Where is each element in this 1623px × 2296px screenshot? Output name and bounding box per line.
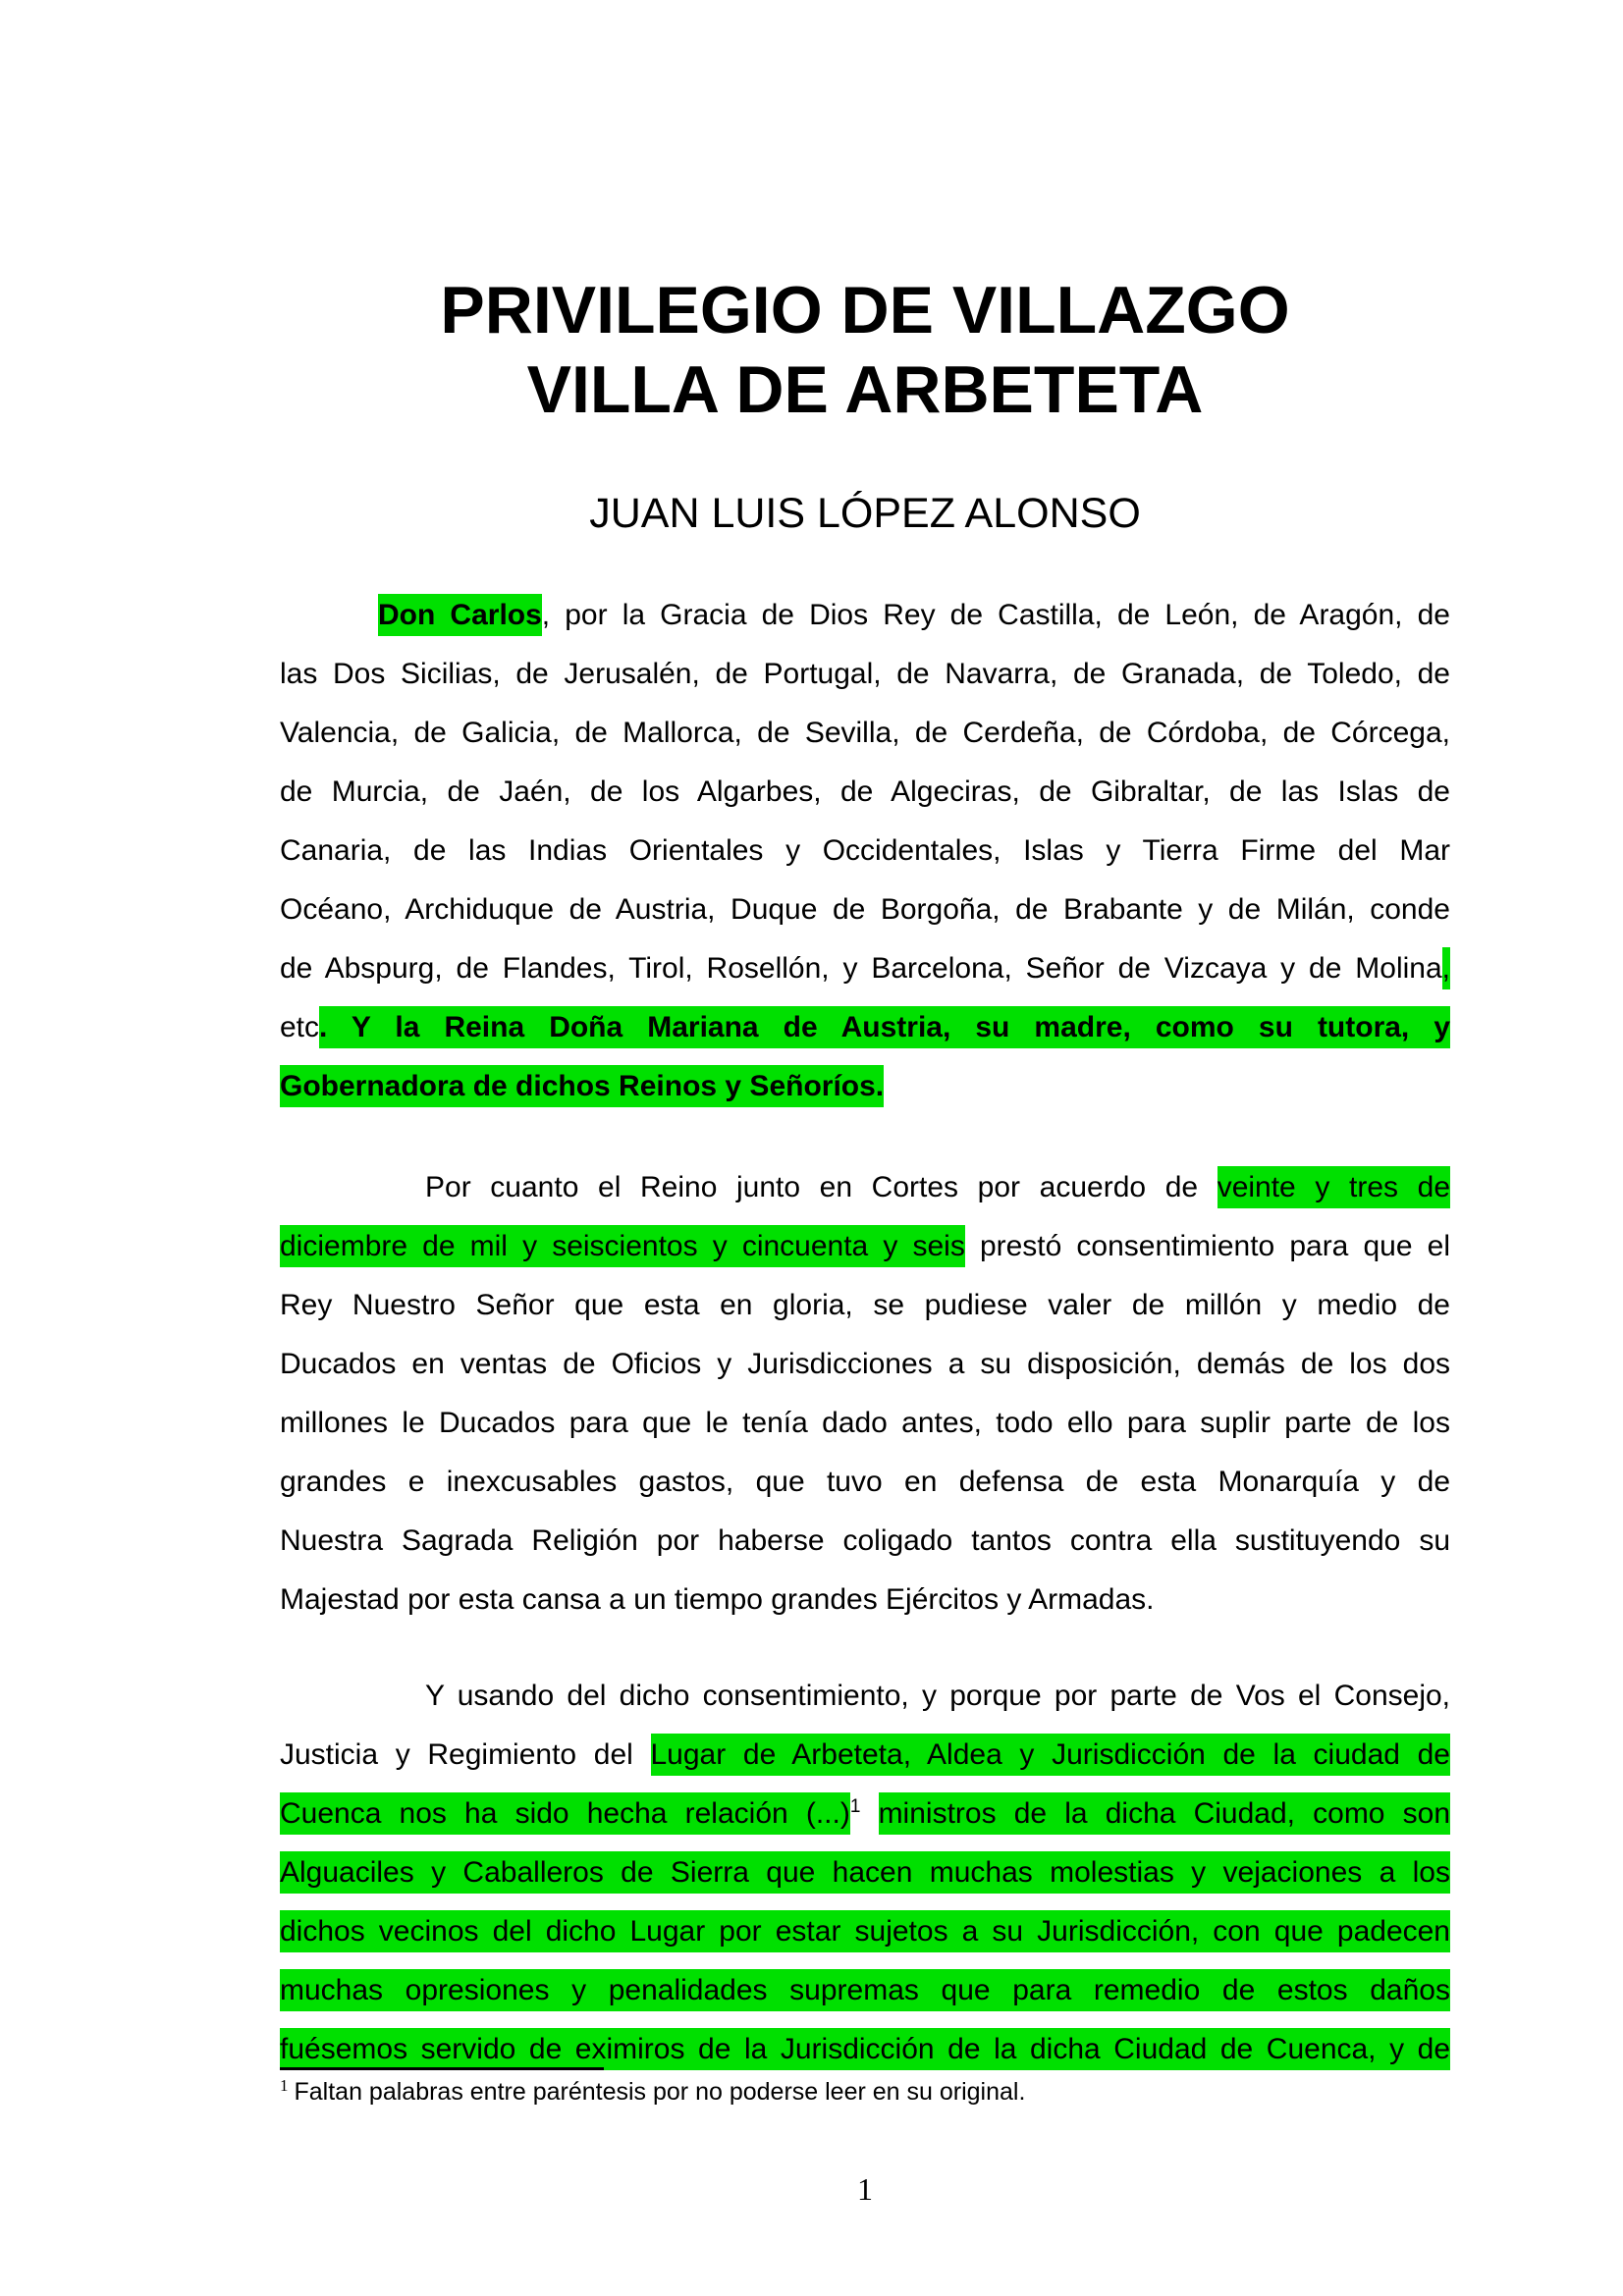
text-line	[280, 1335, 1450, 1394]
highlighted-text: Alguaciles y Caballeros de Sierra que hacen muchas molestias y vejaciones a los	[280, 1851, 1450, 1894]
body-text: millones le Ducados para que le tenía dado antes, todo ello para suplir parte de los	[280, 1407, 1450, 1439]
text-line	[280, 1057, 1450, 1116]
text-line	[280, 1217, 1450, 1276]
body-text: de Abspurg, de Flandes, Tirol, Rosellón, y Barcelona, Señor de Vizcaya y de Molina	[280, 952, 1442, 985]
title-line-1: PRIVILEGIO DE VILLAZGO	[440, 273, 1290, 347]
text-line	[280, 704, 1450, 763]
body-text: , por la Gracia de Dios Rey de Castilla, de León, de Aragón, de	[541, 599, 1450, 631]
text-line	[280, 822, 1450, 881]
footnote-separator	[280, 2067, 604, 2070]
text-line	[280, 1512, 1450, 1571]
body-paragraph-2	[280, 1158, 1450, 1629]
text-line	[280, 1276, 1450, 1335]
highlighted-text: dichos vecinos del dicho Lugar por estar sujetos a su Jurisdicción, con que padecen	[280, 1910, 1450, 1952]
title-line-2: VILLA DE ARBETETA	[526, 352, 1204, 427]
text-line	[280, 1571, 1450, 1629]
body-text: grandes e inexcusables gastos, que tuvo en defensa de esta Monarquía y de	[280, 1466, 1450, 1498]
text-line	[280, 1902, 1450, 1961]
highlighted-text: Don Carlos	[378, 594, 542, 636]
body-text: etc	[280, 1011, 320, 1043]
author-line: JUAN LUIS LÓPEZ ALONSO	[589, 490, 1141, 537]
text-line	[280, 645, 1450, 704]
body-text: Justicia y Regimiento del	[280, 1738, 651, 1771]
highlighted-text: fuésemos servido de eximiros de la Jurisdicción de la dicha Ciudad de Cuenca, y de	[280, 2028, 1450, 2070]
body-text: Rey Nuestro Señor que esta en gloria, se pudiese valer de millón y medio de	[280, 1289, 1450, 1321]
highlighted-text: ministros de la dicha Ciudad, como son	[879, 1792, 1450, 1835]
text-line	[280, 1726, 1450, 1785]
footnote-text: Faltan palabras entre paréntesis por no poderse leer en su original.	[294, 2078, 1026, 2106]
footnote-marker: 1	[280, 2075, 289, 2095]
body-text: Canaria, de las Indias Orientales y Occidentales, Islas y Tierra Firme del Mar	[280, 834, 1450, 867]
text-line	[280, 1843, 1450, 1902]
body-text: las Dos Sicilias, de Jerusalén, de Portugal, de Navarra, de Granada, de Toledo, de	[280, 658, 1450, 690]
body-paragraph-1	[280, 586, 1450, 1116]
text-line	[280, 1667, 1450, 1726]
document-title	[280, 271, 1450, 430]
text-line	[280, 1453, 1450, 1512]
highlighted-text: diciembre de mil y seiscientos y cincuenta y seis	[280, 1225, 965, 1267]
text-line	[280, 1158, 1450, 1217]
body-text: Océano, Archiduque de Austria, Duque de Borgoña, de Brabante y de Milán, conde	[280, 893, 1450, 926]
body-text: Ducados en ventas de Oficios y Jurisdicciones a su disposición, demás de los dos	[280, 1348, 1450, 1380]
body-text: Valencia, de Galicia, de Mallorca, de Sevilla, de Cerdeña, de Córdoba, de Córcega,	[280, 717, 1450, 749]
highlighted-text: muchas opresiones y penalidades supremas que para remedio de estos daños	[280, 1969, 1450, 2011]
footnote	[280, 2075, 1450, 2109]
body-text	[860, 1797, 878, 1830]
body-paragraph-3	[280, 1667, 1450, 2079]
page-number: 1	[857, 2171, 873, 2207]
body-text: de Murcia, de Jaén, de los Algarbes, de Algeciras, de Gibraltar, de las Islas de	[280, 775, 1450, 808]
highlighted-text: veinte y tres de	[1217, 1166, 1450, 1208]
footnote-reference: 1	[849, 1796, 861, 1817]
text-line	[280, 763, 1450, 822]
highlighted-text: Gobernadora de dichos Reinos y Señoríos.	[280, 1065, 884, 1107]
text-line	[280, 2020, 1450, 2079]
body-text: Por cuanto el Reino junto en Cortes por acuerdo de	[425, 1171, 1217, 1203]
text-line	[280, 998, 1450, 1057]
highlighted-text: Cuenca nos ha sido hecha relación (...)	[280, 1792, 850, 1835]
body-text: prestó consentimiento para que el	[964, 1230, 1450, 1262]
text-line	[280, 1961, 1450, 2020]
body-text: Y usando del dicho consentimiento, y porque por parte de Vos el Consejo,	[425, 1680, 1450, 1712]
text-line	[280, 881, 1450, 939]
text-line	[280, 1394, 1450, 1453]
text-line	[280, 1785, 1450, 1843]
highlighted-text: . Y la Reina Doña Mariana de Austria, su madre, como su tutora, y	[319, 1006, 1450, 1048]
highlighted-text: ,	[1442, 947, 1450, 989]
body-text: Nuestra Sagrada Religión por haberse coligado tantos contra ella sustituyendo su	[280, 1524, 1450, 1557]
text-line	[280, 939, 1450, 998]
text-line	[280, 586, 1450, 645]
body-text: Majestad por esta cansa a un tiempo grandes Ejércitos y Armadas.	[280, 1583, 1155, 1616]
highlighted-text: Lugar de Arbeteta, Aldea y Jurisdicción de la ciudad de	[651, 1734, 1451, 1776]
